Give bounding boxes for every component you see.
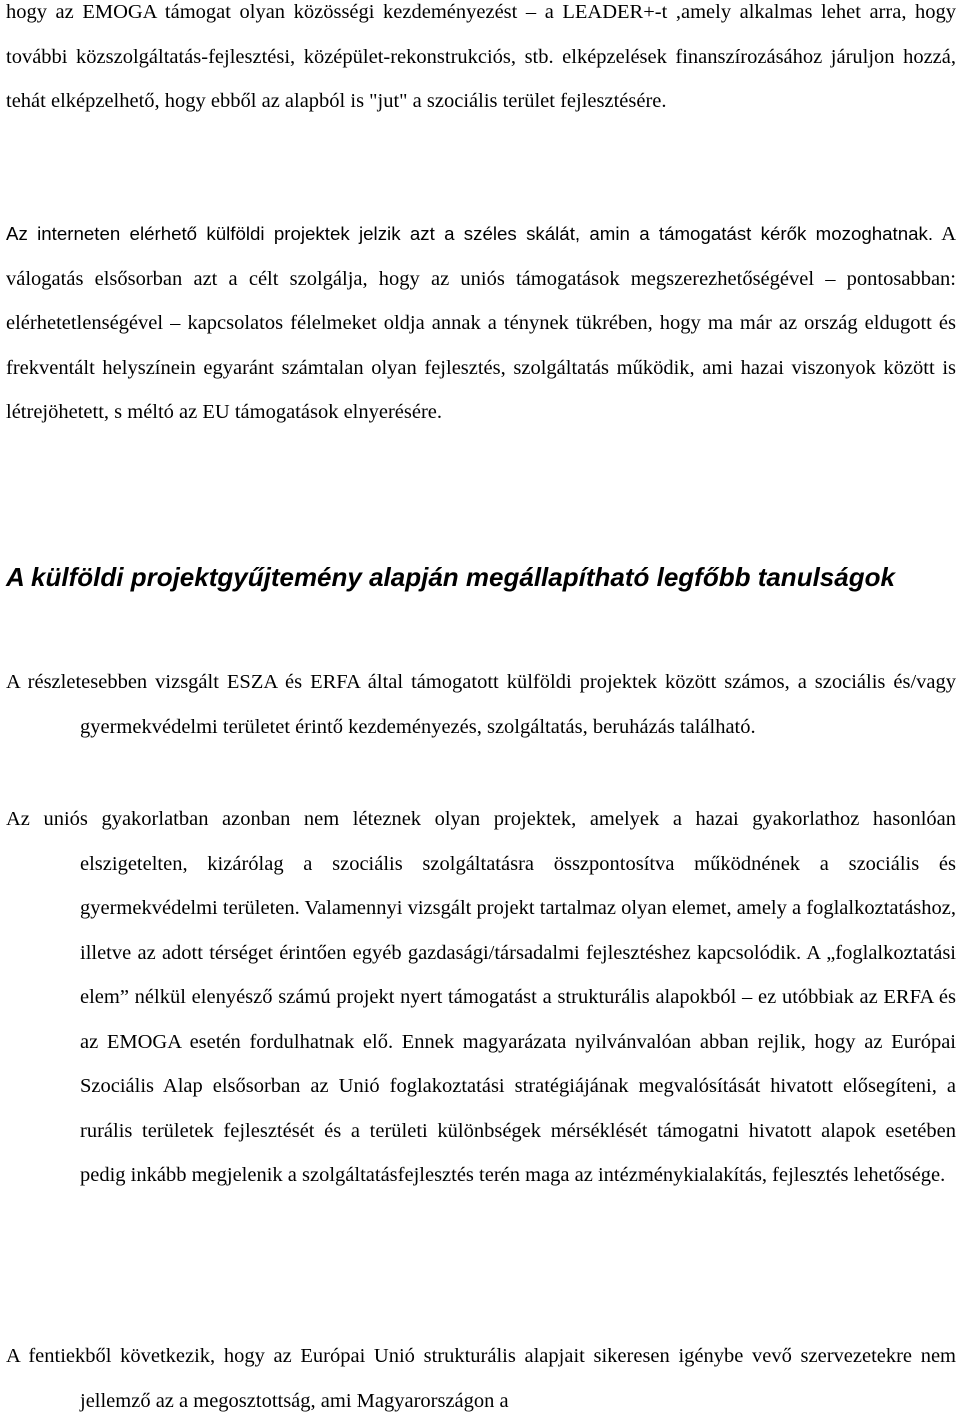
paragraph-leader: hogy az EMOGA támogat olyan közösségi kezdeményezést – a LEADER+-t ,amely alkalmas lehet arra, hogy további közszolgáltatás-fejlesztési, középület-rekonstrukciós, stb. elképzelések finanszírozásához járuljon hozzá, tehát elképzelhető, hogy ebből az alapból is "jut" a szociális terület fejlesztésére. (6, 1, 956, 112)
paragraph-internet-projects (6, 212, 956, 435)
paragraph-esza-erfa: A részletesebben vizsgált ESZA és ERFA által támogatott külföldi projektek között számos, a szociális és/vagy gyermekvédelmi területet érintő kezdeményezés, szolgáltatás, beruházás található. (6, 671, 956, 738)
paragraph-lead-sentence: Az interneten elérhető külföldi projektek jelzik azt a széles skálát, amin a támogatást kérők mozoghatnak. (6, 223, 934, 244)
section-heading: A külföldi projektgyűjtemény alapján megállapítható legfőbb tanulságok (6, 562, 895, 592)
paragraph-continuation: A válogatás elsősorban azt a célt szolgálja, hogy az uniós támogatások megszerezhetőségével – pontosabban: elérhetetlenségével – kapcsolatos félelmeket oldja annak a ténynek tükrében, hogy ma már az ország eldugott és frekventált helyszínein egyaránt számtalan olyan fejlesztés, szolgáltatás működik, ami hazai viszonyok között is létrejöhetett, s méltó az EU támogatások elnyerésére. (6, 223, 956, 423)
paragraph-conclusion: A fentiekből következik, hogy az Európai Unió strukturális alapjait sikeresen igénybe vevő szervezetekre nem jellemző az a megosztottság, ami Magyarországon a (6, 1345, 956, 1412)
paragraph-eu-practice: Az uniós gyakorlatban azonban nem léteznek olyan projektek, amelyek a hazai gyakorlathoz hasonlóan elszigetelten, kizárólag a szociális szolgáltatásra összpontosítva működnének a szociális és gyermekvédelmi területen. Valamennyi vizsgált projekt tartalmaz olyan elemet, amely a foglalkoztatáshoz, illetve az adott térséget érintően egyéb gazdasági/társadalmi fejlesztéshez kapcsolódik. A „foglalkoztatási elem” nélkül elenyésző számú projekt nyert támogatást a strukturális alapokból – ez utóbbiak az ERFA és az EMOGA esetén fordulhatnak elő. Ennek magyarázata nyilvánvalóan abban rejlik, hogy az Európai Szociális Alap elsősorban az Unió foglakoztatási stratégiájának megvalósítását hivatott elősegíteni, a rurális területek fejlesztését és a területi különbségek mérséklését támogatni hivatott alapok esetében pedig inkább megjelenik a szolgáltatásfejlesztés terén maga az intézménykialakítás, fejlesztés lehetősége. (6, 808, 956, 1186)
